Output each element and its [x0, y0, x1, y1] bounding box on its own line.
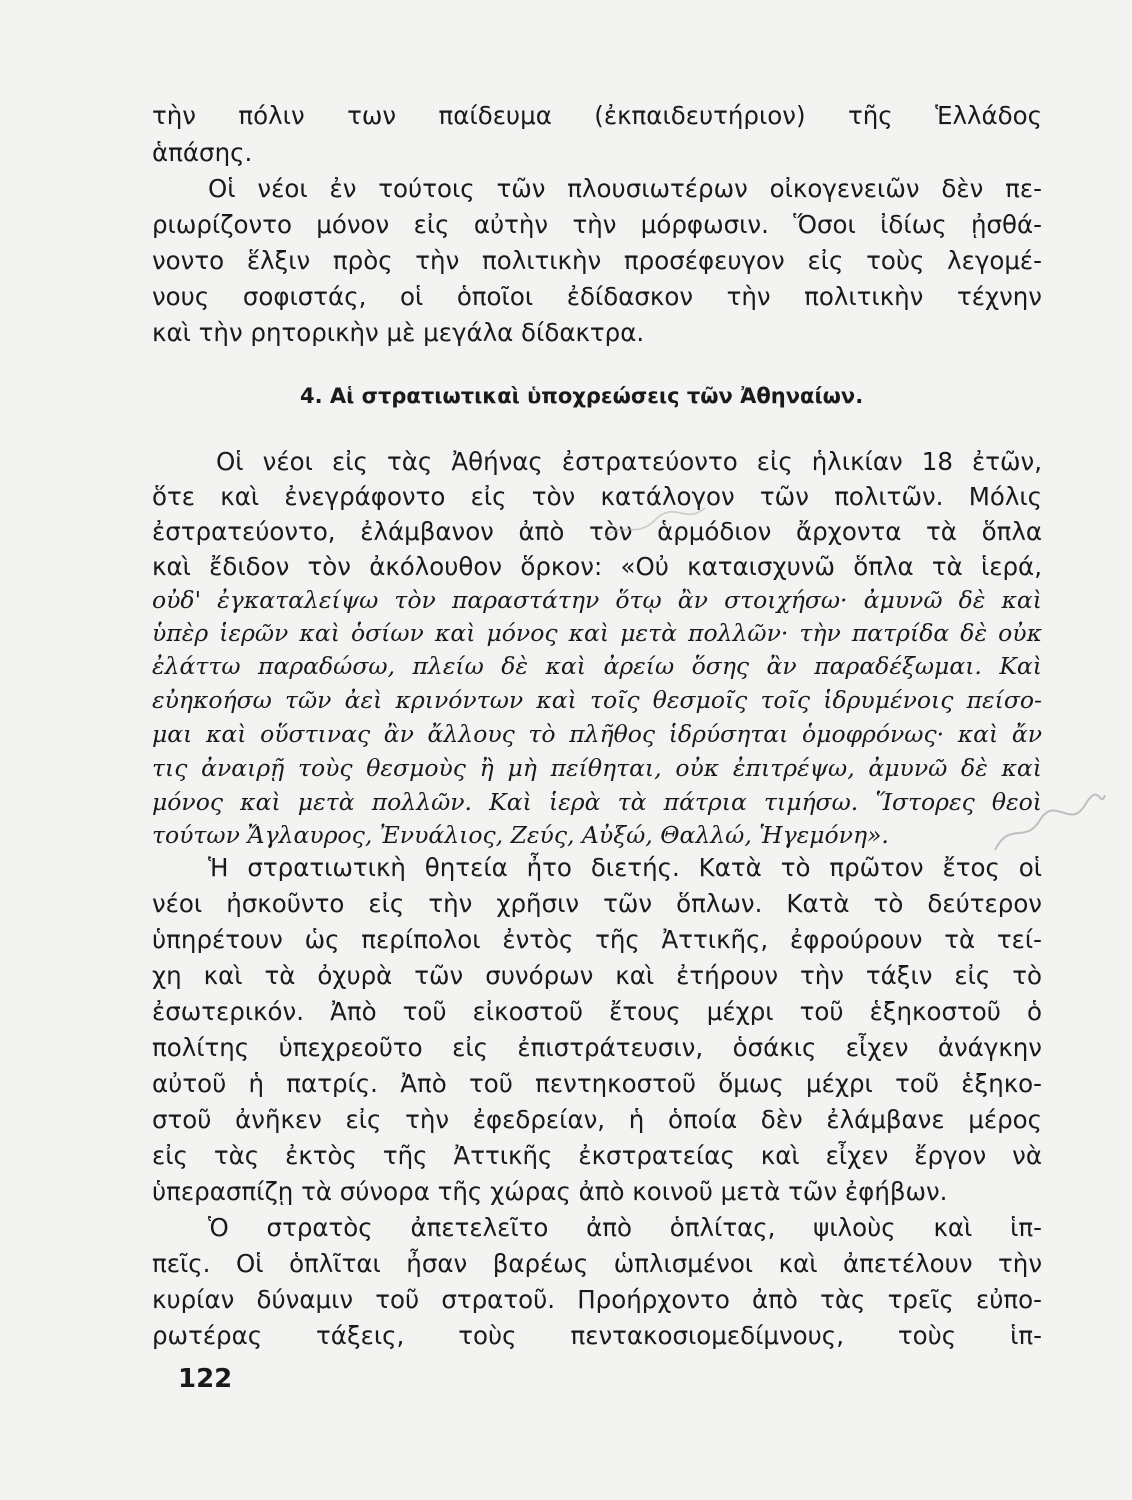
text-line: Οἱ νέοι ἐν τούτοις τῶν πλουσιωτέρων οἰκογενειῶν δὲν πε- — [208, 174, 1042, 203]
text-line: Οἱ νέοι εἰς τὰς Ἀθήνας ἐστρατεύοντο εἰς ἡλικίαν 18 ἐτῶν, — [216, 447, 1042, 476]
text-line: πολίτης ὑπεχρεοῦτο εἰς ἐπιστράτευσιν, ὁσάκις εἶχεν ἀνάγκην — [152, 1033, 1042, 1062]
text-line: στοῦ ἀνῆκεν εἰς τὴν ἐφεδρείαν, ἡ ὁποία δὲν ἐλάμβανε μέρος — [152, 1105, 1042, 1134]
text-line: εἰς τὰς ἐκτὸς τῆς Ἀττικῆς ἐκστρατείας καὶ εἶχεν ἔργον νὰ — [152, 1141, 1042, 1170]
pencil-scribble-icon — [990, 790, 1110, 860]
oath-line: μαι καὶ οὕστινας ἂν ἄλλους τὸ πλῆθος ἱδρύσηται ὁμοφρόνως· καὶ ἄν — [152, 720, 1042, 748]
pencil-mark-icon — [600, 500, 710, 545]
text-line: καὶ τὴν ρητορικὴν μὲ μεγάλα δίδακτρα. — [152, 318, 645, 347]
text-line: ρωτέρας τάξεις, τοὺς πεντακοσιομεδίμνους, τοὺς ἱπ- — [152, 1321, 1042, 1350]
text-line: τὴν πόλιν των παίδευμα (ἐκπαιδευτήριον) τῆς Ἑλλάδος — [152, 101, 1042, 130]
text-line: Ὁ στρατὸς ἀπετελεῖτο ἀπὸ ὁπλίτας, ψιλοὺς καὶ ἱπ- — [208, 1213, 1042, 1242]
text-line: Ἡ στρατιωτικὴ θητεία ἦτο διετής. Κατὰ τὸ πρῶτον ἔτος οἱ — [208, 853, 1042, 882]
oath-line: τούτων Ἄγλαυρος, Ἐνυάλιος, Ζεύς, Αὐξώ, Θαλλώ, Ἡγεμόνη». — [152, 821, 889, 849]
oath-line: οὐδ' ἐγκαταλείψω τὸν παραστάτην ὅτῳ ἂν στοιχήσω· ἀμυνῶ δὲ καὶ — [152, 586, 1042, 614]
text-line: νέοι ἠσκοῦντο εἰς τὴν χρῆσιν τῶν ὅπλων. Κατὰ τὸ δεύτερον — [152, 889, 1042, 918]
text-line: πεῖς. Οἱ ὁπλῖται ἦσαν βαρέως ὡπλισμένοι καὶ ἀπετέλουν τὴν — [152, 1249, 1042, 1278]
text-line: ἁπάσης. — [152, 138, 253, 167]
text-line: ἐστρατεύοντο, ἐλάμβανον ἀπὸ τὸν ἁρμόδιον ἄρχοντα τὰ ὅπλα — [152, 517, 1042, 546]
text-line: ἐσωτερικόν. Ἀπὸ τοῦ εἰκοστοῦ ἔτους μέχρι τοῦ ἑξηκοστοῦ ὁ — [152, 997, 1042, 1026]
oath-line: μόνος καὶ μετὰ πολλῶν. Καὶ ἱερὰ τὰ πάτρια τιμήσω. Ἵστορες θεοὶ — [152, 788, 1042, 816]
oath-line: ὑπὲρ ἱερῶν καὶ ὁσίων καὶ μόνος καὶ μετὰ πολλῶν· τὴν πατρίδα δὲ οὐκ — [152, 619, 1042, 647]
text-line: καὶ ἔδιδον τὸν ἀκόλουθον ὅρκον: «Οὐ καταισχυνῶ ὅπλα τὰ ἱερά, — [152, 552, 1042, 581]
text-line: αὐτοῦ ἡ πατρίς. Ἀπὸ τοῦ πεντηκοστοῦ ὅμως μέχρι τοῦ ἑξηκο- — [152, 1069, 1042, 1098]
text-line: ὅτε καὶ ἐνεγράφοντο εἰς τὸν κατάλογον τῶν πολιτῶν. Μόλις — [152, 482, 1042, 511]
section-heading: 4. Αἱ στρατιωτικαὶ ὑποχρεώσεις τῶν Ἀθηναίων. — [300, 384, 864, 408]
text-line: ὑπερασπίζῃ τὰ σύνορα τῆς χώρας ἀπὸ κοινοῦ μετὰ τῶν ἐφήβων. — [152, 1177, 948, 1206]
text-line: ὑπηρέτουν ὡς περίπολοι ἐντὸς τῆς Ἀττικῆς, ἐφρούρουν τὰ τεί- — [152, 925, 1042, 954]
text-line: κυρίαν δύναμιν τοῦ στρατοῦ. Προήρχοντο ἀπὸ τὰς τρεῖς εὐπο- — [152, 1285, 1042, 1314]
oath-line: τις ἀναιρῇ τοὺς θεσμοὺς ἢ μὴ πείθηται, οὐκ ἐπιτρέψω, ἀμυνῶ δὲ καὶ — [152, 754, 1042, 782]
text-line: νοντο ἕλξιν πρὸς τὴν πολιτικὴν προσέφευγον εἰς τοὺς λεγομέ- — [152, 246, 1042, 275]
text-line: νους σοφιστάς, οἱ ὁποῖοι ἐδίδασκον τὴν πολιτικὴν τέχνην — [152, 282, 1042, 311]
text-line: ριωρίζοντο μόνον εἰς αὐτὴν τὴν μόρφωσιν. Ὅσοι ἰδίως ᾐσθά- — [152, 210, 1042, 239]
oath-line: εὐηκοήσω τῶν ἀεὶ κρινόντων καὶ τοῖς θεσμοῖς τοῖς ἱδρυμένοις πείσο- — [152, 686, 1042, 714]
oath-line: ἐλάττω παραδώσω, πλείω δὲ καὶ ἀρείω ὅσης ἂν παραδέξωμαι. Καὶ — [152, 652, 1042, 680]
text-line: χη καὶ τὰ ὀχυρὰ τῶν συνόρων καὶ ἐτήρουν τὴν τάξιν εἰς τὸ — [152, 961, 1042, 990]
page-number: 122 — [178, 1364, 233, 1394]
